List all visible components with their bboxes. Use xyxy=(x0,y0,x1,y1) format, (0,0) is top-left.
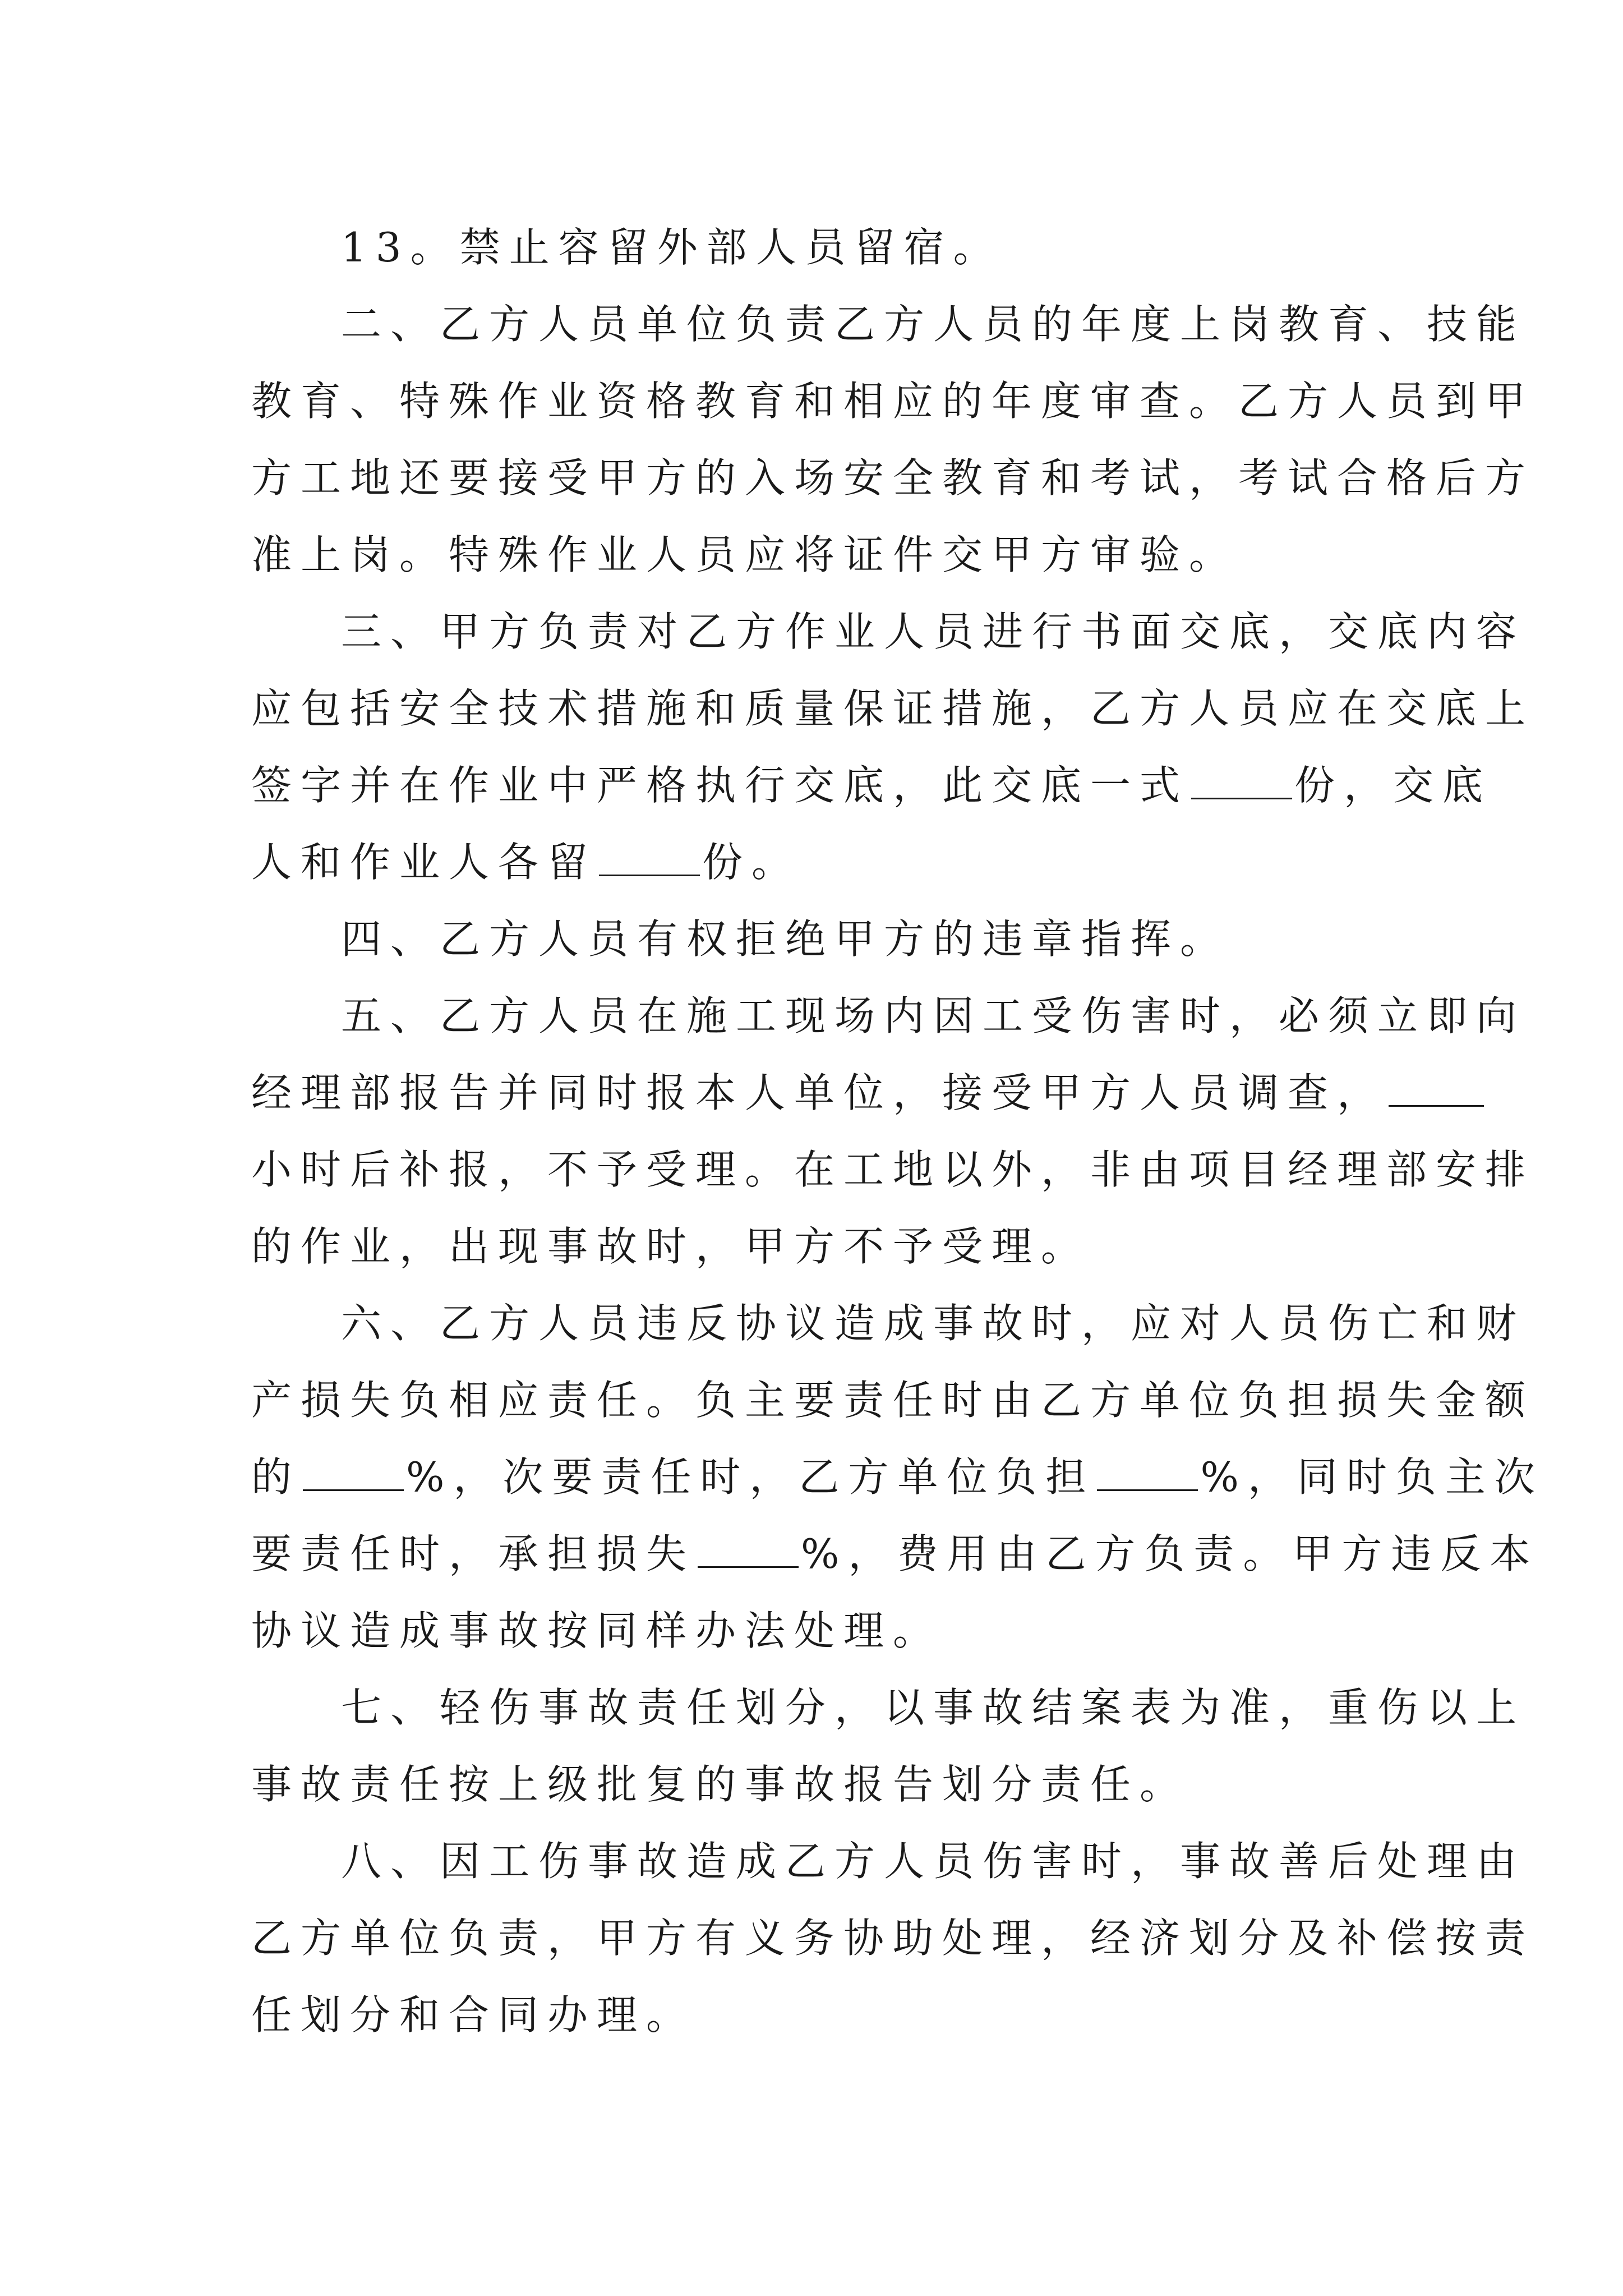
text-line: 的作业，出现事故时，甲方不予受理。 xyxy=(251,1223,1091,1270)
text-line: 任划分和合同办理。 xyxy=(251,1991,696,2039)
text-segment: 签字并在作业中严格执行交底，此交底一式 xyxy=(251,762,1189,809)
paragraph-13 xyxy=(251,209,1378,286)
text-segment: 份。 xyxy=(702,839,801,886)
text-line: 产损失负相应责任。负主要责任时由乙方单位负担损失金额 xyxy=(251,1377,1535,1424)
text-line: 准上岗。特殊作业人员应将证件交甲方审验。 xyxy=(251,531,1239,578)
paragraph-6 xyxy=(251,1285,1544,1669)
paragraph-2 xyxy=(251,286,1535,593)
paragraph-7 xyxy=(251,1669,1526,1823)
text-line: 小时后补报，不予受理。在工地以外，非由项目经理部安排 xyxy=(251,1146,1535,1193)
text-line: 二、乙方人员单位负责乙方人员的年度上岗教育、技能 xyxy=(341,301,1526,348)
text-segment: 要责任时，承担损失 xyxy=(251,1530,696,1577)
text-line xyxy=(251,1516,1539,1593)
fill-in-blank xyxy=(698,1533,799,1568)
text-line: 七、轻伤事故责任划分，以事故结案表为准，重伤以上 xyxy=(341,1684,1526,1731)
paragraph-3 xyxy=(251,593,1535,901)
text-segment: %，同时负主次 xyxy=(1200,1453,1544,1501)
paragraph-4 xyxy=(251,901,1378,978)
text-segment: 的 xyxy=(251,1453,301,1501)
text-segment: 人和作业人各留 xyxy=(251,839,597,886)
text-line xyxy=(251,824,1378,901)
text-line: 五、乙方人员在施工现场内因工受伤害时，必须立即向 xyxy=(341,992,1526,1039)
text-segment: 份，交底 xyxy=(1294,762,1492,809)
fill-in-blank xyxy=(1389,1071,1484,1107)
text-segment: 经理部报告并同时报本人单位，接受甲方人员调查， xyxy=(251,1069,1387,1116)
text-line: 三、甲方负责对乙方作业人员进行书面交底，交底内容 xyxy=(341,608,1526,655)
paragraph-8 xyxy=(251,1823,1535,2054)
text-line: 八、因工伤事故造成乙方人员伤害时，事故善后处理由 xyxy=(341,1838,1526,1885)
text-line xyxy=(251,1439,1544,1516)
document-body xyxy=(251,209,1544,2054)
text-segment: %，次要责任时，乙方单位负担 xyxy=(406,1453,1095,1501)
fill-in-blank xyxy=(1191,764,1292,799)
text-line: 13。禁止容留外部人员留宿。 xyxy=(341,224,1003,271)
fill-in-blank xyxy=(303,1456,404,1491)
text-segment: %，费用由乙方负责。甲方违反本 xyxy=(801,1530,1539,1577)
text-line: 应包括安全技术措施和质量保证措施，乙方人员应在交底上 xyxy=(251,685,1535,732)
text-line: 六、乙方人员违反协议造成事故时，应对人员伤亡和财 xyxy=(341,1300,1526,1347)
text-line: 事故责任按上级批复的事故报告划分责任。 xyxy=(251,1761,1189,1808)
text-line: 教育、特殊作业资格教育和相应的年度审查。乙方人员到甲 xyxy=(251,378,1535,425)
text-line: 方工地还要接受甲方的入场安全教育和考试，考试合格后方 xyxy=(251,454,1535,501)
paragraph-5 xyxy=(251,978,1535,1285)
text-line: 乙方单位负责，甲方有义务协助处理，经济划分及补偿按责 xyxy=(251,1915,1535,1962)
text-line xyxy=(251,1055,1387,1131)
text-line xyxy=(251,747,1492,824)
fill-in-blank xyxy=(599,841,700,876)
text-line: 协议造成事故按同样办法处理。 xyxy=(251,1607,943,1654)
fill-in-blank xyxy=(1097,1456,1198,1491)
text-line: 四、乙方人员有权拒绝甲方的违章指挥。 xyxy=(341,915,1230,963)
